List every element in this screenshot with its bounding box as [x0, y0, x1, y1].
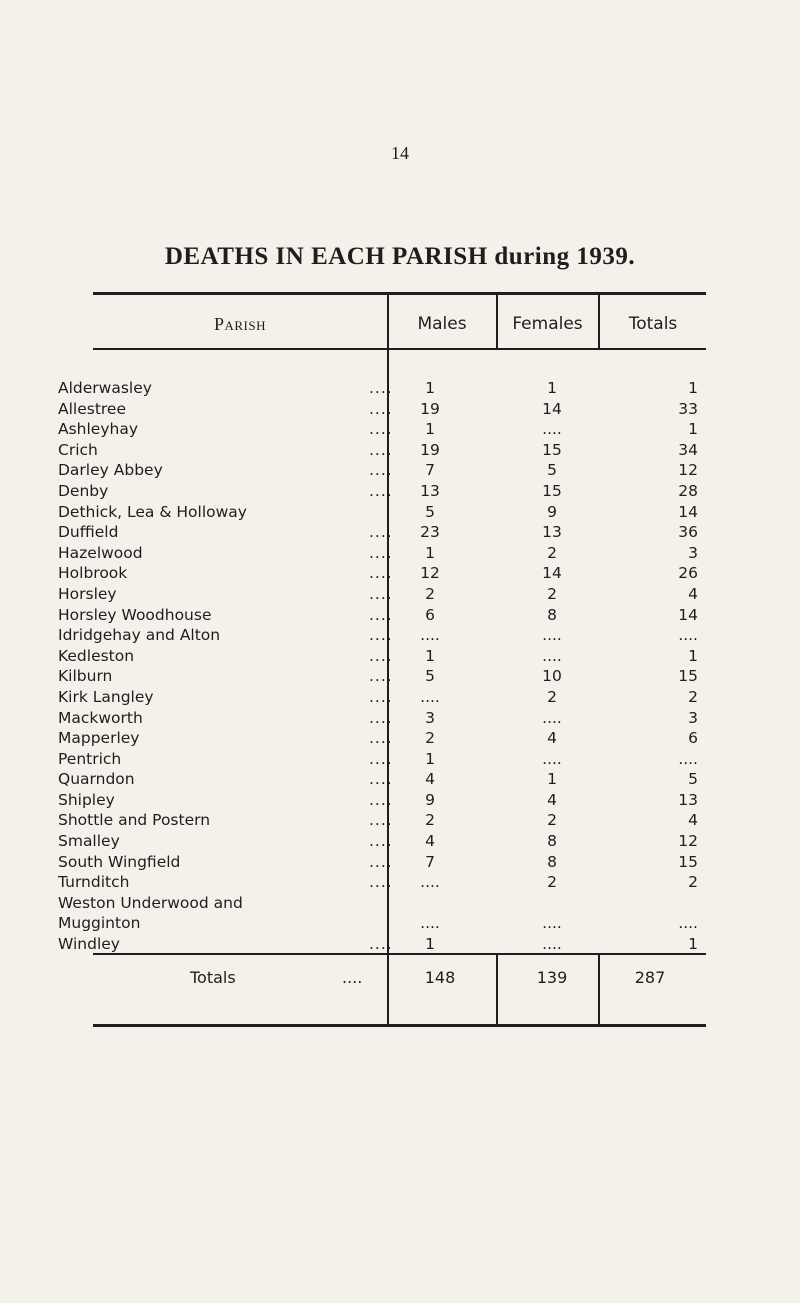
totals-males: 148	[424, 968, 456, 987]
row-dots: ....	[369, 379, 393, 397]
parish-name: Horsley	[58, 584, 117, 603]
table-row	[58, 584, 708, 605]
header-bottom-rule	[93, 348, 706, 350]
males-value: 1	[425, 420, 435, 439]
totals-value: 36	[678, 523, 698, 542]
females-value: 14	[542, 564, 562, 583]
totals-value: 2	[688, 873, 698, 892]
totals-value: ....	[678, 626, 698, 645]
males-value: 12	[420, 564, 440, 583]
row-dots: ....	[369, 440, 393, 459]
table-row	[58, 852, 708, 873]
males-value: 13	[420, 481, 440, 500]
totals-totals: 287	[634, 968, 666, 987]
table-row	[58, 708, 708, 729]
females-value: ....	[542, 420, 562, 439]
page-title: DEATHS IN EACH PARISH during 1939.	[164, 243, 636, 270]
totals-value: 15	[678, 852, 698, 871]
table-row	[58, 460, 708, 481]
parish-name: Mugginton	[58, 914, 141, 933]
females-value: ....	[542, 914, 562, 933]
header-parish: Parish	[213, 314, 267, 334]
females-value: 15	[542, 440, 562, 459]
males-value: 5	[425, 502, 435, 521]
totals-value: 12	[678, 461, 698, 480]
row-dots: ....	[369, 543, 393, 562]
females-value: 4	[547, 790, 557, 809]
parish-name: Hazelwood	[58, 543, 143, 562]
totals-value: 4	[688, 584, 698, 603]
males-value: 9	[425, 790, 435, 809]
totals-value: 1	[688, 379, 698, 397]
females-value: 13	[542, 523, 562, 542]
males-value: 5	[425, 667, 435, 686]
males-value: 6	[425, 605, 435, 624]
parish-name: Shottle and Postern	[58, 811, 211, 830]
totals-value: 2	[688, 687, 698, 706]
males-value: 3	[425, 708, 435, 727]
males-value: 1	[425, 935, 435, 954]
table-row	[58, 872, 708, 893]
parish-name: Duffield	[58, 523, 119, 542]
totals-value: 1	[688, 935, 698, 954]
parish-name: Kirk Langley	[58, 687, 154, 706]
parish-name: Smalley	[58, 832, 120, 851]
parish-name: Kedleston	[58, 646, 135, 665]
table-row	[58, 831, 708, 852]
totals-females: 139	[536, 968, 568, 987]
females-value: 4	[547, 729, 557, 748]
females-value: 1	[547, 770, 557, 789]
row-dots: ....	[369, 420, 393, 439]
row-dots: ....	[369, 399, 393, 418]
females-value: 2	[547, 873, 557, 892]
females-value: 2	[547, 687, 557, 706]
row-dots: ....	[369, 646, 393, 665]
table-row	[58, 543, 708, 564]
row-dots: ....	[369, 667, 393, 686]
females-value: 2	[547, 811, 557, 830]
table-row	[58, 666, 708, 687]
females-value: 10	[542, 667, 562, 686]
header-males: Males	[417, 314, 467, 334]
table-row	[58, 440, 708, 461]
males-value: 7	[425, 461, 435, 480]
totals-value: 26	[678, 564, 698, 583]
parish-name: Holbrook	[58, 564, 128, 583]
males-value: 19	[420, 399, 440, 418]
totals-value: 6	[688, 729, 698, 748]
parish-name: Quarndon	[58, 770, 135, 789]
parish-name: Ashleyhay	[58, 420, 139, 439]
table-top-rule	[93, 292, 706, 295]
table-row	[58, 913, 708, 934]
header-females: Females	[512, 314, 583, 334]
row-dots: ....	[369, 708, 393, 727]
table-row	[58, 893, 708, 914]
males-value: 7	[425, 852, 435, 871]
row-dots: ....	[369, 935, 393, 954]
females-value: 2	[547, 584, 557, 603]
row-dots: ....	[369, 687, 393, 706]
table-row	[58, 502, 708, 523]
row-dots: ....	[369, 852, 393, 871]
row-dots: ....	[369, 832, 393, 851]
row-dots: ....	[369, 481, 393, 500]
males-value: 1	[425, 543, 435, 562]
totals-value: 28	[678, 481, 698, 500]
males-value: 4	[425, 770, 435, 789]
table-body	[58, 378, 708, 955]
row-dots: ....	[369, 811, 393, 830]
totals-value: 13	[678, 790, 698, 809]
table-row	[58, 769, 708, 790]
table-row	[58, 934, 708, 955]
females-value: 1	[547, 379, 557, 397]
females-value: ....	[542, 749, 562, 768]
totals-value: 1	[688, 420, 698, 439]
males-value: 2	[425, 729, 435, 748]
females-value: 14	[542, 399, 562, 418]
parish-name: Darley Abbey	[58, 461, 163, 480]
parish-name: Shipley	[58, 790, 115, 809]
row-dots: ....	[369, 749, 393, 768]
table-row	[58, 625, 708, 646]
table-row	[58, 810, 708, 831]
females-value: 8	[547, 832, 557, 851]
row-dots: ....	[369, 790, 393, 809]
totals-dots: ....	[342, 968, 363, 987]
parish-name: Crich	[58, 440, 98, 459]
totals-value: 3	[688, 708, 698, 727]
females-value: 2	[547, 543, 557, 562]
parish-name: Allestree	[58, 399, 127, 418]
totals-value: 12	[678, 832, 698, 851]
table-row	[58, 790, 708, 811]
table-row	[58, 728, 708, 749]
females-value: 15	[542, 481, 562, 500]
totals-value: 14	[678, 605, 698, 624]
table-row	[58, 399, 708, 420]
column-divider-totals-body	[598, 953, 600, 1024]
females-value: 9	[547, 502, 557, 521]
parish-name: Horsley Woodhouse	[58, 605, 212, 624]
row-dots: ....	[369, 564, 393, 583]
males-value: 1	[425, 646, 435, 665]
males-value: 4	[425, 832, 435, 851]
females-value: ....	[542, 646, 562, 665]
males-value: 2	[425, 811, 435, 830]
females-value: ....	[542, 626, 562, 645]
totals-value: 14	[678, 502, 698, 521]
males-value: 2	[425, 584, 435, 603]
totals-value: ....	[678, 749, 698, 768]
parish-name: Kilburn	[58, 667, 113, 686]
totals-value: 15	[678, 667, 698, 686]
parish-name: Turnditch	[58, 873, 130, 892]
page-number: 14	[391, 143, 409, 163]
males-value: ....	[420, 687, 440, 706]
males-value: ....	[420, 626, 440, 645]
table-row	[58, 646, 708, 667]
row-dots: ....	[369, 523, 393, 542]
totals-value: 4	[688, 811, 698, 830]
parish-name: Alderwasley	[58, 379, 152, 397]
parish-name: South Wingfield	[58, 852, 181, 871]
row-dots: ....	[369, 729, 393, 748]
females-value: 8	[547, 852, 557, 871]
totals-value: ....	[678, 914, 698, 933]
parish-name: Mapperley	[58, 729, 140, 748]
row-dots: ....	[369, 770, 393, 789]
totals-value: 34	[678, 440, 698, 459]
parish-name: Denby	[58, 481, 109, 500]
table-row	[58, 481, 708, 502]
males-value: 1	[425, 379, 435, 397]
row-dots: ....	[369, 626, 393, 645]
parish-name: Weston Underwood and	[58, 893, 243, 912]
row-dots: ....	[369, 584, 393, 603]
table-row	[58, 378, 708, 399]
parish-name: Idridgehay and Alton	[58, 626, 221, 645]
males-value: ....	[420, 914, 440, 933]
header-totals: Totals	[628, 314, 678, 334]
males-value: 1	[425, 749, 435, 768]
parish-name: Pentrich	[58, 749, 122, 768]
row-dots: ....	[369, 605, 393, 624]
totals-value: 1	[688, 646, 698, 665]
totals-value: 33	[678, 399, 698, 418]
table-row	[58, 687, 708, 708]
females-value: 8	[547, 605, 557, 624]
males-value: 19	[420, 440, 440, 459]
table-bottom-rule	[93, 1024, 706, 1027]
females-value: ....	[542, 935, 562, 954]
row-dots: ....	[369, 461, 393, 480]
column-divider-females-body	[496, 953, 498, 1024]
parish-name: Dethick, Lea & Holloway	[58, 502, 247, 521]
totals-value: 5	[688, 770, 698, 789]
table-row	[58, 522, 708, 543]
males-value: 23	[420, 523, 440, 542]
table-row	[58, 563, 708, 584]
totals-value: 3	[688, 543, 698, 562]
table-row	[58, 749, 708, 770]
row-dots: ....	[369, 873, 393, 892]
totals-label: Totals	[190, 968, 236, 987]
females-value: 5	[547, 461, 557, 480]
parish-name: Mackworth	[58, 708, 143, 727]
table-row	[58, 605, 708, 626]
table-row	[58, 419, 708, 440]
males-value: ....	[420, 873, 440, 892]
parish-name: Windley	[58, 935, 120, 954]
females-value: ....	[542, 708, 562, 727]
